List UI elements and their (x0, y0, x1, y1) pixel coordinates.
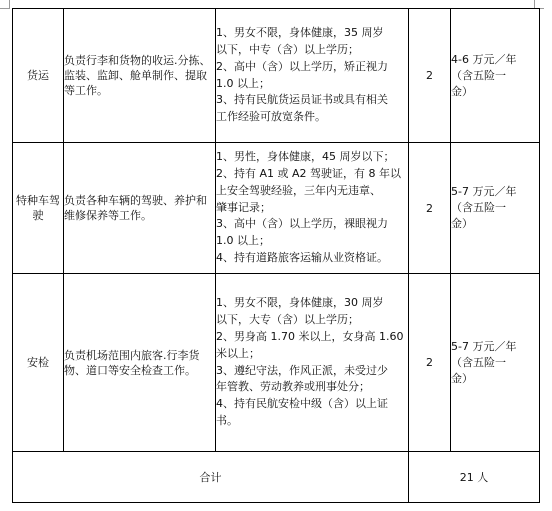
salary-line: （含五险一 (451, 68, 506, 82)
requirement-line: 3、持有民航货运员证书或具有相关 (216, 93, 388, 107)
headcount-cell: 2 (409, 9, 451, 143)
requirement-line: 1.0 以上； (216, 234, 270, 248)
requirement-line: 2、高中（含）以上学历，矫正视力 (216, 59, 388, 73)
duties-cell: 负责行李和货物的收运.分拣、监装、监卸、舱单制作、提取等工作。 (64, 9, 216, 143)
table-row (13, 274, 540, 452)
requirements-cell (216, 274, 409, 452)
requirement-line: 3、高中（含）以上学历，裸眼视力 (216, 217, 388, 231)
requirements-cell (216, 143, 409, 274)
requirement-line: 4、持有道路旅客运输从业资格证。 (216, 250, 388, 264)
salary-cell (451, 9, 540, 143)
total-row (13, 452, 540, 503)
requirement-line: 以下，中专（含）以上学历； (216, 42, 359, 56)
total-value: 21 人 (409, 452, 540, 503)
requirement-line: 书。 (216, 413, 238, 427)
duties-cell: 负责各种车辆的驾驶、养护和维修保养等工作。 (64, 143, 216, 274)
table-row (13, 143, 540, 274)
requirement-line: 2、持有 A1 或 A2 驾驶证，有 8 年以 (216, 167, 402, 180)
salary-line: 5-7 万元／年 (451, 185, 517, 198)
requirement-line: 3、遵纪守法，作风正派，未受过少 (216, 363, 388, 377)
requirement-line: 1、男女不限，身体健康，35 周岁 (216, 26, 384, 40)
requirement-line: 1、男女不限，身体健康，30 周岁 (216, 296, 384, 310)
requirement-line: 1.0 以上； (216, 76, 270, 90)
requirement-line: 肇事记录； (216, 200, 271, 214)
salary-line: 4-6 万元／年 (451, 52, 517, 66)
position-cell: 安检 (13, 274, 64, 452)
requirement-line: 以下，大专（含）以上学历； (216, 313, 359, 327)
position-cell: 货运 (13, 9, 64, 143)
salary-cell (451, 143, 540, 274)
requirement-line: 上安全驾驶经验，三年内无违章、 (216, 183, 381, 197)
headcount-cell: 2 (409, 143, 451, 274)
salary-cell (451, 274, 540, 452)
salary-line: （含五险一 (451, 201, 506, 214)
table-row (13, 9, 540, 143)
recruitment-table (12, 8, 540, 503)
salary-line: 金） (451, 84, 473, 98)
requirement-line: 1、男性，身体健康，45 周岁以下； (216, 150, 395, 164)
page-corner-mark-left (0, 0, 10, 9)
requirement-line: 米以上； (216, 346, 260, 360)
salary-line: 金） (451, 371, 473, 385)
salary-line: 5-7 万元／年 (451, 339, 517, 353)
salary-line: 金） (451, 217, 473, 230)
requirement-line: 4、持有民航安检中级（含）以上证 (216, 397, 388, 411)
headcount-cell: 2 (409, 274, 451, 452)
requirement-line: 工作经验可放宽条件。 (216, 110, 326, 124)
requirements-cell (216, 9, 409, 143)
position-cell: 特种车驾驶 (13, 143, 64, 274)
requirement-line: 2、男身高 1.70 米以上，女身高 1.60 (216, 329, 404, 343)
total-label: 合计 (13, 452, 409, 503)
requirement-line: 年管教、劳动教养或刑事处分； (216, 380, 370, 394)
salary-line: （含五险一 (451, 355, 506, 369)
duties-cell: 负责机场范围内旅客.行李货物、道口等安全检查工作。 (64, 274, 216, 452)
